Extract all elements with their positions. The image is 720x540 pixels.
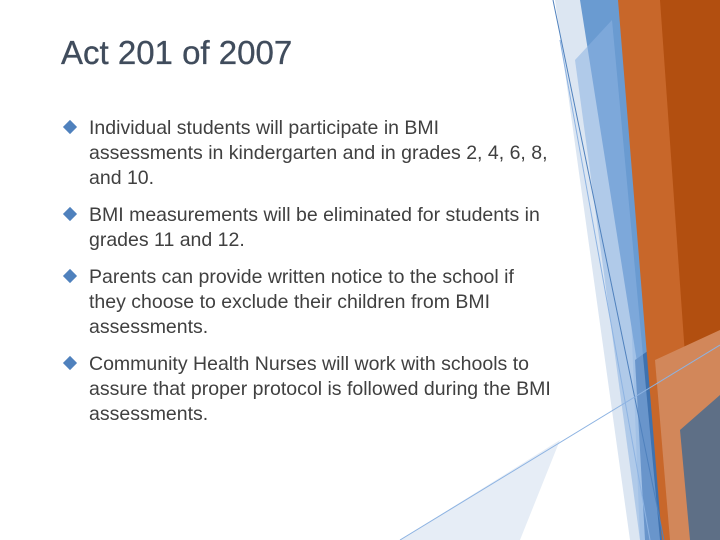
- slide-title: Act 201 of 2007: [61, 34, 293, 71]
- bullet-item: [62, 203, 552, 253]
- bullet-item: [62, 265, 552, 340]
- diamond-bullet-icon: [63, 207, 77, 221]
- diamond-bullet-icon: [63, 120, 77, 134]
- bullet-text: Parents can provide written notice to the school if they choose to exclude their children from BMI assessments.: [89, 266, 514, 338]
- bullet-text: Individual students will participate in BMI assessments in kindergarten and in grades 2, 4, 6, 8, and 10.: [89, 117, 548, 189]
- diamond-bullet-icon: [63, 269, 77, 283]
- bullet-item: [62, 116, 552, 191]
- bullet-text: BMI measurements will be eliminated for students in grades 11 and 12.: [89, 204, 540, 251]
- diamond-bullet-icon: [63, 356, 77, 370]
- bullet-text: Community Health Nurses will work with schools to assure that proper protocol is followed during the BMI assessments.: [89, 353, 551, 425]
- bullet-list: [62, 116, 552, 439]
- bullet-item: [62, 352, 552, 427]
